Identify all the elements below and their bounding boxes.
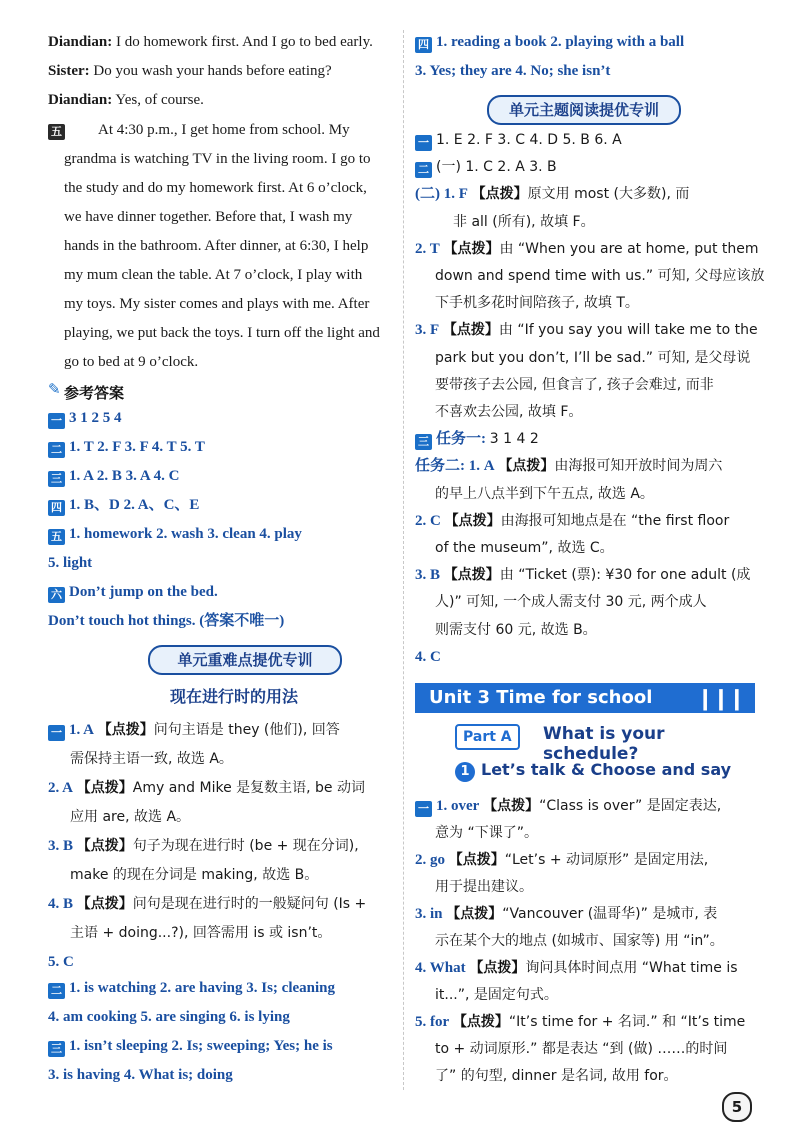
answer-number: 4. What — [415, 960, 466, 976]
section-marker: 六 — [48, 587, 65, 603]
answer-number: 5. for — [415, 1014, 450, 1030]
section-marker: 三 — [415, 434, 432, 450]
text-line — [70, 749, 233, 769]
text-content: 主语 + doing...?), 回答需用 is 或 isn’t。 — [70, 925, 332, 941]
text-line — [70, 923, 331, 943]
answer-number: 2. go — [415, 852, 445, 868]
answer-number: 2. A — [48, 780, 74, 796]
hint-label: 【点拨】 — [76, 838, 133, 854]
text-line — [48, 90, 204, 110]
answers-heading: 参考答案 — [64, 384, 125, 402]
answer-number: 5. C — [48, 954, 74, 970]
passage-line: go to bed at 9 o’clock. — [64, 354, 199, 370]
text-line — [435, 375, 714, 395]
text-line — [48, 582, 218, 603]
text-line — [48, 466, 179, 487]
text-content: 3. Yes; they are 4. No; she isn’t — [415, 63, 611, 79]
text-content: 1. reading a book 2. playing with a ball — [436, 34, 685, 50]
section-marker: 三 — [48, 471, 65, 487]
text-line — [415, 32, 684, 53]
text-line — [48, 553, 92, 573]
text-content: Amy and Mike 是复数主语, be 动词 — [132, 780, 365, 796]
text-content: of the museum”, 故选 C。 — [435, 540, 614, 556]
text-content: 由海报可知开放时间为周六 — [554, 458, 723, 475]
text-content: down and spend time with us.” 可知, 父母应该放 — [435, 268, 765, 284]
passage-line: my toys. My sister comes and plays with me. After — [64, 296, 370, 312]
section-marker: 二 — [415, 162, 432, 178]
text-line — [435, 823, 538, 843]
text-content: 问句是现在进行时的一般疑问句 (Is + — [132, 896, 367, 912]
text-content: 由 “When you are at home, put them — [499, 240, 759, 257]
text-line — [48, 836, 359, 856]
text-line — [48, 1036, 333, 1057]
text-content: I do homework first. And I go to bed early. — [115, 34, 373, 50]
text-line — [415, 429, 539, 450]
unit-title: Unit 3 Time for school — [429, 687, 653, 708]
text-line — [435, 484, 654, 504]
text-line — [48, 894, 366, 914]
text-line — [48, 524, 302, 545]
section-marker: 一 — [415, 801, 432, 817]
text-line — [415, 130, 622, 151]
text-line — [435, 348, 750, 368]
hint-label: 【点拨】 — [443, 567, 500, 584]
passage-line: we have dinner together. Before that, I wash my — [64, 209, 353, 225]
text-content: Yes, of course. — [115, 92, 204, 108]
answer-number: 1. A — [69, 722, 95, 738]
hint-label: 【点拨】 — [442, 322, 499, 339]
text-content: 意为 “下课了”。 — [435, 825, 538, 841]
hint-label: 【点拨】 — [498, 458, 555, 475]
text-line — [70, 807, 190, 827]
section-marker: 一 — [48, 725, 65, 741]
answer-number: 3. B — [48, 838, 74, 854]
text-line — [48, 611, 284, 631]
text-line — [415, 647, 441, 667]
text-line — [435, 620, 597, 640]
section-marker: 二 — [48, 983, 65, 999]
section-marker: 五 — [48, 529, 65, 545]
answer-number: 任务一: — [436, 431, 486, 448]
part-title: What is your schedule? — [543, 724, 665, 764]
section-marker: 三 — [48, 1041, 65, 1057]
text-line — [415, 456, 722, 476]
answer-number: 4. C — [415, 648, 441, 665]
text-content: 则需支付 60 元, 故选 B。 — [435, 621, 597, 638]
hint-label: 【点拨】 — [76, 780, 133, 796]
text-line — [435, 1066, 678, 1086]
column-divider — [403, 30, 404, 1090]
text-line — [415, 239, 759, 259]
page-number: 5 — [722, 1092, 752, 1122]
text-line — [48, 437, 205, 458]
text-content: “Vancouver (温哥华)” 是城市, 表 — [502, 906, 718, 922]
answer-number: 2. C — [415, 512, 441, 529]
text-line — [48, 495, 199, 516]
text-line — [415, 511, 729, 531]
answer-number: 1. over — [436, 798, 480, 814]
text-line — [435, 592, 707, 612]
text-line — [415, 796, 721, 817]
section-banner: 单元主题阅读提优专训 — [487, 95, 681, 125]
text-line — [415, 184, 689, 204]
text-content: 3. is having 4. What is; doing — [48, 1067, 233, 1083]
text-content: “It’s time for + 名词.” 和 “It’s time — [508, 1014, 746, 1030]
text-content: 3 1 2 5 4 — [69, 410, 122, 426]
text-content: 3 1 4 2 — [489, 431, 539, 448]
text-content: 下手机多花时间陪孩子, 故填 T。 — [435, 295, 639, 312]
text-content: “Let’s + 动词原形” 是固定用法, — [504, 852, 709, 868]
text-content: “Class is over” 是固定表达, — [539, 798, 722, 814]
text-line — [415, 904, 717, 924]
text-content: Don’t jump on the bed. — [69, 584, 218, 600]
text-line — [415, 565, 750, 585]
text-line — [415, 157, 557, 178]
text-line — [435, 266, 764, 286]
text-content: 问句主语是 they (他们), 回答 — [153, 722, 340, 738]
unit-title-bar — [415, 683, 755, 713]
hint-label: 【点拨】 — [76, 896, 133, 912]
part-label: Part A — [455, 724, 520, 750]
hint-label: 【点拨】 — [452, 1014, 509, 1030]
text-content: 句子为现在进行时 (be + 现在分词), — [132, 838, 359, 854]
text-content: 1. isn’t sleeping 2. Is; sweeping; Yes; he is — [69, 1038, 333, 1054]
text-line — [48, 952, 74, 972]
text-content: park but you don’t, I’ll be sad.” 可知, 是父母说 — [435, 349, 751, 366]
text-line — [415, 320, 758, 340]
text-line — [435, 877, 533, 897]
answer-number: (二) 1. F — [415, 186, 468, 203]
talk-heading — [455, 760, 731, 782]
speaker: Diandian: — [48, 34, 113, 50]
text-line — [48, 720, 340, 741]
section-marker: 一 — [48, 413, 65, 429]
text-line — [48, 408, 122, 429]
text-content: 由 “If you say you will take me to the — [498, 322, 758, 339]
text-content: 的早上八点半到下午五点, 故选 A。 — [435, 485, 654, 502]
text-content: 示在某个大的地点 (如城市、国家等) 用 “in”。 — [435, 933, 724, 949]
text-content: 人)” 可知, 一个成人需支付 30 元, 两个成人 — [435, 594, 707, 611]
hint-label: 【点拨】 — [444, 512, 501, 529]
section-marker: 四 — [48, 500, 65, 516]
hint-label: 【点拨】 — [446, 906, 503, 922]
text-content: (一) 1. C 2. A 3. B — [436, 159, 557, 176]
text-line — [453, 212, 595, 232]
passage-line: playing, we put back the toys. I turn off the light and — [64, 325, 380, 341]
text-line — [48, 1065, 233, 1085]
section-marker: 四 — [415, 37, 432, 53]
text-line — [415, 850, 708, 870]
passage-line: hands in the bathroom. After dinner, at 6:30, I help — [64, 238, 369, 254]
text-content: 了” 的句型, dinner 是名词, 故用 for。 — [435, 1068, 678, 1084]
hint-label: 【点拨】 — [483, 798, 540, 814]
text-line — [48, 1007, 290, 1027]
text-content: 非 all (所有), 故填 F。 — [453, 213, 595, 230]
passage-line: grandma is watching TV in the living room. I go to — [64, 151, 371, 167]
text-content: 1. T 2. F 3. F 4. T 5. T — [69, 439, 205, 455]
speaker: Diandian: — [48, 92, 113, 108]
hint-label: 【点拨】 — [469, 960, 526, 976]
key-icon: ✎ — [48, 380, 61, 398]
text-content: Do you wash your hands before eating? — [93, 63, 332, 79]
section-marker: 一 — [415, 135, 432, 151]
text-content: 由 “Ticket (票): ¥30 for one adult (成 — [499, 567, 751, 584]
text-content: 询问具体时间点用 “What time is — [525, 960, 738, 976]
answer-number: 4. B — [48, 896, 74, 912]
hint-label: 【点拨】 — [443, 240, 500, 257]
text-content: 用于提出建议。 — [435, 879, 533, 895]
text-content: 1. homework 2. wash 3. clean 4. play — [69, 526, 302, 542]
hint-label: 【点拨】 — [448, 852, 505, 868]
talk-number-badge: 1 — [455, 762, 475, 782]
hint-label: 【点拨】 — [97, 722, 154, 738]
text-line — [435, 402, 582, 422]
text-content: 1. E 2. F 3. C 4. D 5. B 6. A — [436, 132, 622, 148]
text-content: 由海报可知地点是在 “the first floor — [500, 512, 730, 529]
text-content: make 的现在分词是 making, 故选 B。 — [70, 867, 319, 883]
hint-label: 【点拨】 — [471, 186, 528, 203]
talk-title: Let’s talk & Choose and say — [481, 760, 732, 779]
answer-number: 3. in — [415, 906, 443, 922]
passage-line: the study and do my homework first. At 6 o’clock, — [64, 180, 367, 196]
text-line — [48, 978, 335, 999]
text-content: 1. is watching 2. are having 3. Is; cleaning — [69, 980, 335, 996]
text-line — [435, 538, 614, 558]
text-line — [70, 865, 318, 885]
section-banner: 单元重难点提优专训 — [148, 645, 342, 675]
answer-number: 任务二: 1. A — [415, 458, 495, 475]
text-line — [48, 32, 373, 52]
text-line — [435, 931, 724, 951]
text-content: 应用 are, 故选 A。 — [70, 809, 191, 825]
text-line — [415, 958, 738, 978]
text-line — [415, 61, 610, 81]
section-marker: 二 — [48, 442, 65, 458]
text-content: 原文用 most (大多数), 而 — [527, 186, 690, 203]
text-line — [48, 61, 332, 81]
text-content: 4. am cooking 5. are singing 6. is lying — [48, 1009, 290, 1025]
text-line — [435, 293, 639, 313]
answer-number: 3. F — [415, 322, 440, 339]
text-content: Don’t touch hot things. (答案不唯一) — [48, 613, 285, 629]
text-content: 需保持主语一致, 故选 A。 — [70, 751, 233, 767]
section-subhead: 现在进行时的用法 — [170, 687, 299, 706]
passage-line: my mum clean the table. At 7 o’clock, I play with — [64, 267, 363, 283]
section-marker: 五 — [48, 124, 65, 140]
text-content: 不喜欢去公园, 故填 F。 — [435, 404, 583, 420]
text-content: 1. A 2. B 3. A 4. C — [69, 468, 180, 484]
passage-line: At 4:30 p.m., I get home from school. My — [98, 122, 350, 138]
answer-number: 2. T — [415, 240, 440, 257]
text-content: 要带孩子去公园, 但食言了, 孩子会难过, 而非 — [435, 376, 714, 393]
speaker: Sister: — [48, 63, 90, 79]
text-content: to + 动词原形.” 都是表达 “到 (做) ……的时间 — [435, 1041, 728, 1057]
text-content: 5. light — [48, 555, 93, 571]
text-content: 1. B、D 2. A、C、E — [69, 497, 200, 513]
text-content: it...”, 是固定句式。 — [435, 987, 558, 1003]
stripe-decoration: ▎▎▎ — [703, 690, 751, 711]
text-line — [48, 778, 365, 798]
text-line — [435, 1039, 727, 1059]
answer-number: 3. B — [415, 567, 441, 584]
text-line — [415, 1012, 745, 1032]
text-line — [435, 985, 558, 1005]
